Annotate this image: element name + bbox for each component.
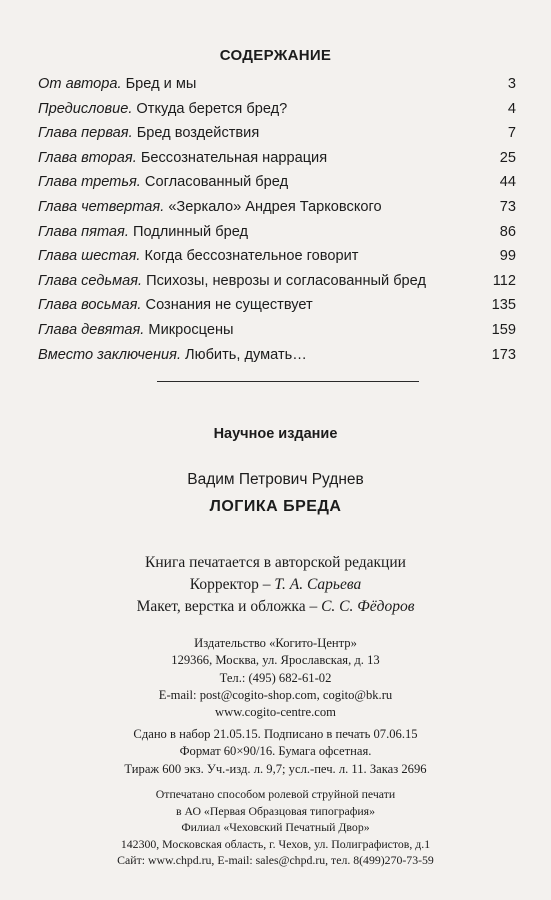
toc-entry [38, 248, 516, 273]
printer-line: 142300, Московская область, г. Чехов, ул. Полиграфистов, д.1 [120, 836, 431, 851]
toc-entry [38, 125, 516, 150]
book-title: ЛОГИКА БРЕДА [209, 498, 342, 515]
print-details [0, 726, 551, 778]
toc-entry [38, 76, 516, 101]
publisher-phone: Тел.: (495) 682-61-02 [219, 670, 332, 685]
toc-entry-label: Глава первая. Бред воздействия [38, 125, 260, 142]
print-format: Формат 60×90/16. Бумага офсетная. [179, 744, 372, 759]
toc-entry-label: Глава восьмая. Сознания не существует [38, 297, 313, 314]
editorial-credits [0, 552, 551, 618]
toc-page-number: 3 [507, 76, 516, 92]
toc-page-number: 99 [499, 248, 516, 265]
toc-page-number: 4 [507, 100, 516, 117]
toc-entry-label: Глава четвертая. «Зеркало» Андрея Тарковского [38, 198, 382, 215]
publisher-info [0, 635, 551, 721]
toc-entry [38, 297, 516, 322]
toc-entry-label: Вместо заключения. Любить, думать… [38, 346, 307, 363]
toc-entry [38, 347, 516, 372]
toc-entry [38, 322, 516, 347]
publisher-website: www.cogito-centre.com [215, 705, 336, 720]
toc-entry [38, 150, 516, 175]
credits-note: Книга печатается в авторской редакции [145, 554, 406, 571]
publisher-email: E-mail: post@cogito-shop.com, cogito@bk.ru [158, 687, 393, 702]
toc-entry-label: Глава пятая. Подлинный бред [38, 223, 249, 240]
layout-line: Макет, верстка и обложка – С. С. Фёдоров [136, 598, 415, 615]
toc-entry-label: Глава седьмая. Психозы, неврозы и согласованный бред [38, 272, 426, 289]
toc-page-number: 112 [492, 272, 516, 289]
toc-entry [38, 224, 516, 249]
toc-entry-label: Глава вторая. Бессознательная наррация [38, 149, 328, 166]
toc-page-number: 159 [491, 321, 516, 338]
print-dates: Сдано в набор 21.05.15. Подписано в печать 07.06.15 [133, 727, 418, 741]
author-name: Вадим Петрович Руднев [187, 471, 364, 488]
toc-page-number: 73 [499, 198, 516, 215]
publisher-name: Издательство «Когито-Центр» [194, 636, 357, 650]
toc-entry [38, 101, 516, 126]
section-divider [157, 381, 419, 382]
printer-info [0, 786, 551, 869]
toc-entry-label: Глава третья. Согласованный бред [38, 174, 289, 191]
toc-page-number: 173 [491, 346, 516, 363]
toc-page-number: 7 [507, 125, 516, 142]
printer-line: в АО «Первая Образцовая типография» [176, 803, 375, 818]
printer-line: Отпечатано способом ролевой струйной печати [155, 787, 396, 801]
toc-entry-label: Глава девятая. Микросцены [38, 321, 234, 338]
printer-line: Филиал «Чеховский Печатный Двор» [181, 820, 370, 835]
publisher-address: 129366, Москва, ул. Ярославская, д. 13 [171, 653, 380, 668]
edition-type: Научное издание [213, 426, 338, 442]
toc-entry [38, 273, 516, 298]
toc-entry [38, 174, 516, 199]
toc-heading: СОДЕРЖАНИЕ [219, 47, 332, 64]
corrector-line: Корректор – Т. А. Сарьева [189, 576, 362, 593]
toc-page-number: 44 [499, 174, 516, 191]
toc-entry [38, 199, 516, 224]
toc-page-number: 86 [499, 223, 516, 240]
toc-entry-label: Глава шестая. Когда бессознательное говорит [38, 248, 359, 265]
table-of-contents [38, 76, 516, 371]
print-run: Тираж 600 экз. Уч.-изд. л. 9,7; усл.-печ. л. 11. Заказ 2696 [124, 761, 427, 776]
toc-page-number: 25 [499, 149, 516, 166]
toc-entry-label: От автора. Бред и мы [38, 76, 197, 92]
toc-page-number: 135 [491, 297, 516, 314]
printer-line: Сайт: www.chpd.ru, E-mail: sales@chpd.ru, тел. 8(499)270-73-59 [117, 853, 434, 868]
toc-entry-label: Предисловие. Откуда берется бред? [38, 100, 288, 117]
